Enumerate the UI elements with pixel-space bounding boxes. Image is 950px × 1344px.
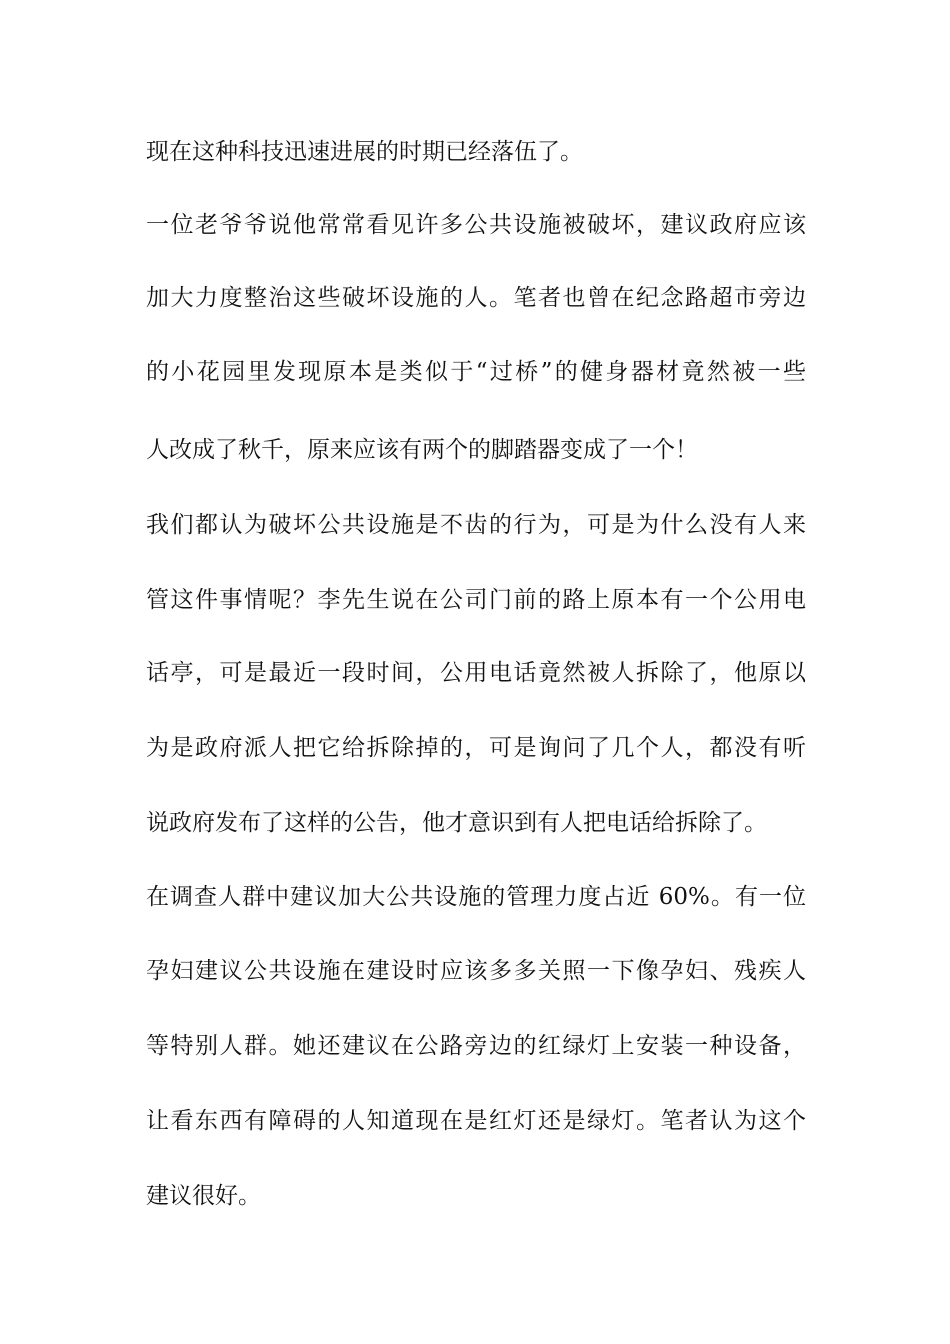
text-line: 在调查人群中建议加大公共设施的管理力度占近 60%。有一位 [146,884,806,910]
text-line: 我们都认为破坏公共设施是不齿的行为，可是为什么没有人来 [146,512,806,538]
text-line: 一位老爷爷说他常常看见许多公共设施被破坏，建议政府应该 [146,212,806,238]
text-line: 加大力度整治这些破坏设施的人。笔者也曾在纪念路超市旁边 [146,285,806,311]
text-line: 话亭，可是最近一段时间，公用电话竟然被人拆除了，他原以 [146,660,806,686]
text-line: 建议很好。 [146,1183,261,1209]
text-line: 为是政府派人把它给拆除掉的，可是询问了几个人，都没有听 [146,735,806,761]
text-line: 孕妇建议公共设施在建设时应该多多关照一下像孕妇、残疾人 [146,958,806,984]
text-line: 让看东西有障碍的人知道现在是红灯还是绿灯。笔者认为这个 [146,1108,806,1134]
text-line: 人改成了秋千，原来应该有两个的脚踏器变成了一个！ [146,437,698,463]
text-line: 等特别人群。她还建议在公路旁边的红绿灯上安装一种设备， [146,1033,806,1059]
text-line: 的小花园里发现原本是类似于“过桥”的健身器材竟然被一些 [146,359,806,385]
text-line: 现在这种科技迅速进展的时期已经落伍了。 [146,139,583,165]
text-line: 说政府发布了这样的公告，他才意识到有人把电话给拆除了。 [146,810,767,836]
text-line: 管这件事情呢？李先生说在公司门前的路上原本有一个公用电 [146,587,806,613]
